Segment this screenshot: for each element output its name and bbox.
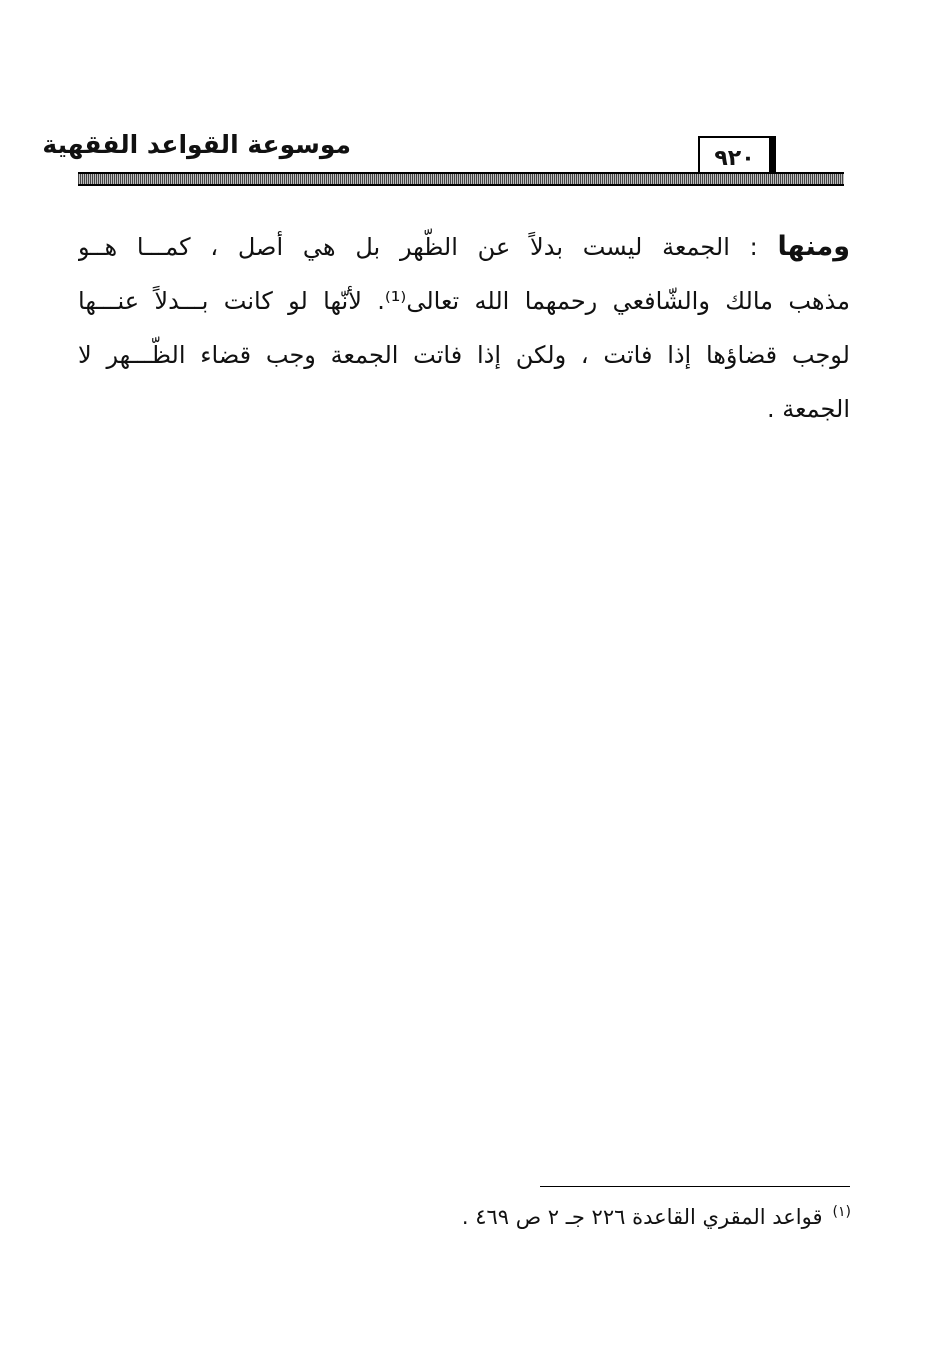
page-number: ٩٢٠ [698,136,776,180]
paragraph-line-2: مذهب مالك والشّافعي رحمهما الله تعالى⁽¹⁾. لأنّها لو كانت بـــدلاً عنـــها [78,287,850,315]
header-divider [78,172,844,186]
paragraph-line-3: لوجب قضاؤها إذا فاتت ، ولكن إذا فاتت الجمعة وجب قضاء الظّـــهر لا [78,341,850,369]
footnote-divider [540,1186,850,1187]
footnote [462,1204,851,1229]
lead-word: ومنها [777,231,850,262]
footnote-text: قواعد المقري القاعدة ٢٢٦ جـ ٢ ص ٤٦٩ . [461,1205,823,1229]
main-paragraph [78,220,850,436]
line-1-text: : الجمعة ليست بدلاً عن الظّهر بل هي أصل ، كمـــا هــو [78,233,778,261]
paragraph-line-4: الجمعة . [766,395,850,423]
footnote-marker: (١) [832,1204,851,1220]
running-header-title: موسوعة القواعد الفقهية [42,130,351,159]
paragraph-line-1 [78,220,850,274]
